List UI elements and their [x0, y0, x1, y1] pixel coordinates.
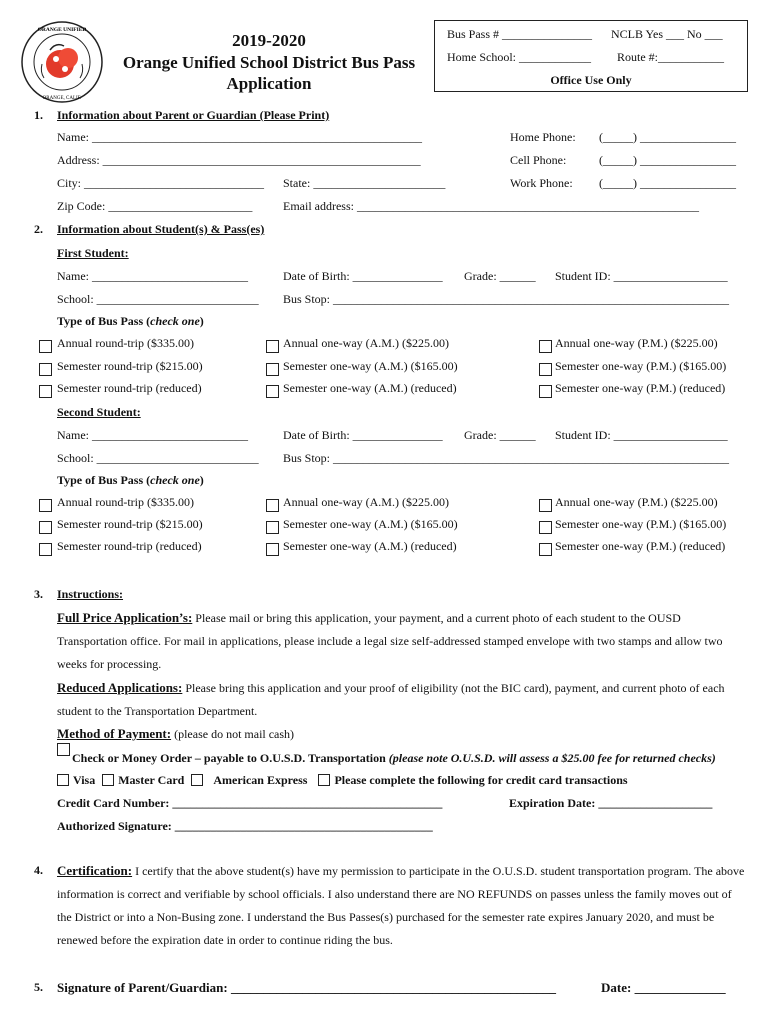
option-label: Semester round-trip ($215.00) [57, 359, 203, 373]
second-student-pass-type-label: Type of Bus Pass (check one) [57, 473, 204, 487]
home-phone-label: Home Phone: [510, 130, 576, 144]
office-home-school-field[interactable]: Home School: ____________ [447, 50, 591, 64]
parent-name-field[interactable]: Name: _______________________________________________________ [57, 130, 422, 144]
second-student-grade-field[interactable]: Grade: ______ [464, 428, 536, 442]
check-money-order-label: Check or Money Order – payable to O.U.S.D. Transportation (please note O.U.S.D. will assess a $25.00 fee for returned checks) [72, 751, 716, 765]
option-label: Semester round-trip (reduced) [57, 381, 202, 395]
email-field[interactable]: Email address: _________________________________________________________ [283, 199, 699, 213]
visa-checkbox[interactable] [57, 774, 69, 786]
credit-card-number-field[interactable]: Credit Card Number: _____________________________________________ [57, 796, 443, 810]
second-student-dob-field[interactable]: Date of Birth: _______________ [283, 428, 443, 442]
svg-text:ORANGE, CALIF.: ORANGE, CALIF. [42, 96, 82, 101]
home-phone-field[interactable]: (_____) ________________ [599, 130, 736, 144]
city-field[interactable]: City: ______________________________ [57, 176, 265, 190]
zip-code-field[interactable]: Zip Code: ________________________ [57, 199, 253, 213]
option-label: Annual one-way (P.M.) ($225.00) [555, 336, 718, 350]
second-semester-am-reduced-checkbox[interactable] [266, 543, 279, 556]
second-student-school-field[interactable]: School: ___________________________ [57, 451, 259, 465]
option-label: Semester one-way (A.M.) (reduced) [283, 539, 457, 553]
visa-label: Visa [73, 773, 96, 787]
second-semester-roundtrip-checkbox[interactable] [39, 521, 52, 534]
second-student-name-field[interactable]: Name: __________________________ [57, 428, 248, 442]
state-field[interactable]: State: ______________________ [283, 176, 446, 190]
first-annual-pm-checkbox[interactable] [539, 340, 552, 353]
section1-heading: Information about Parent or Guardian (Please Print) [57, 108, 330, 122]
first-semester-pm-checkbox[interactable] [539, 363, 552, 376]
second-student-bus-stop-field[interactable]: Bus Stop: __________________________________________________________________ [283, 451, 730, 465]
first-semester-roundtrip-reduced-checkbox[interactable] [39, 385, 52, 398]
option-label: Annual one-way (P.M.) ($225.00) [555, 495, 718, 509]
card-type-row [57, 773, 628, 788]
parent-signature-field[interactable]: Signature of Parent/Guardian: __________________________________________________ [57, 980, 556, 995]
option-label: Semester one-way (A.M.) ($165.00) [283, 359, 458, 373]
first-student-school-field[interactable]: School: ___________________________ [57, 292, 259, 306]
form-year: 2019-2020 [232, 31, 306, 50]
first-annual-roundtrip-checkbox[interactable] [39, 340, 52, 353]
option-label: Semester one-way (P.M.) (reduced) [555, 381, 726, 395]
svg-text:ORANGE UNIFIED: ORANGE UNIFIED [37, 27, 87, 33]
office-use-box [434, 20, 748, 92]
office-route-field[interactable]: Route #:___________ [617, 50, 724, 64]
first-semester-pm-reduced-checkbox[interactable] [539, 385, 552, 398]
work-phone-field[interactable]: (_____) ________________ [599, 176, 736, 190]
form-title-line1: Orange Unified School District Bus Pass [122, 53, 416, 72]
office-nclb-field[interactable]: NCLB Yes ___ No ___ [611, 27, 723, 41]
expiration-date-field[interactable]: Expiration Date: ___________________ [509, 796, 713, 810]
payment-method-heading: Method of Payment: (please do not mail cash) [57, 726, 295, 741]
authorized-signature-field[interactable]: Authorized Signature: ___________________________________________ [57, 819, 433, 833]
second-semester-am-checkbox[interactable] [266, 521, 279, 534]
credit-card-checkbox[interactable] [318, 774, 330, 786]
second-semester-pm-reduced-checkbox[interactable] [539, 543, 552, 556]
first-student-dob-field[interactable]: Date of Birth: _______________ [283, 269, 443, 283]
first-student-grade-field[interactable]: Grade: ______ [464, 269, 536, 283]
section3-heading: Instructions: [57, 587, 124, 601]
second-annual-roundtrip-checkbox[interactable] [39, 499, 52, 512]
amex-label: American Express [213, 773, 308, 787]
second-semester-roundtrip-reduced-checkbox[interactable] [39, 543, 52, 556]
section4-number: 4. [34, 863, 43, 877]
section3-number: 3. [34, 587, 43, 601]
second-annual-pm-checkbox[interactable] [539, 499, 552, 512]
signature-date-field[interactable]: Date: ______________ [601, 980, 726, 995]
option-label: Annual one-way (A.M.) ($225.00) [283, 495, 449, 509]
cell-phone-field[interactable]: (_____) ________________ [599, 153, 736, 167]
first-annual-am-checkbox[interactable] [266, 340, 279, 353]
option-label: Semester one-way (P.M.) ($165.00) [555, 517, 727, 531]
first-student-heading: First Student: [57, 246, 129, 260]
credit-card-instructions: Please complete the following for credit card transactions [334, 773, 628, 787]
work-phone-label: Work Phone: [510, 176, 573, 190]
first-student-id-field[interactable]: Student ID: ___________________ [555, 269, 728, 283]
mastercard-label: Master Card [118, 773, 185, 787]
office-use-label: Office Use Only [550, 73, 632, 87]
certification-text: Certification: I certify that the above student(s) have my permission to participate in the O.U.S.D. student transportation program. The above information is correct and verifiable by school officials. I also understand there are NO REFUNDS on passes unless the family moves out of the District or into a Non-Busing zone. I understand the Bus Passes(s) purchased for the semester rate expires January 2020, and must be renewed before the expiration date in order to continue riding the bus. [57, 863, 745, 947]
first-semester-am-checkbox[interactable] [266, 363, 279, 376]
amex-checkbox[interactable] [191, 774, 203, 786]
first-student-name-field[interactable]: Name: __________________________ [57, 269, 248, 283]
section5-number: 5. [34, 980, 43, 994]
option-label: Semester one-way (P.M.) ($165.00) [555, 359, 727, 373]
check-money-order-checkbox[interactable] [57, 743, 70, 756]
option-label: Semester one-way (A.M.) (reduced) [283, 381, 457, 395]
option-label: Semester round-trip (reduced) [57, 539, 202, 553]
reduced-instructions: Reduced Applications: Please bring this application and your proof of eligibility (not the BIC card), payment, and current photo of each student to the Transportation Department. [57, 680, 725, 718]
second-student-id-field[interactable]: Student ID: ___________________ [555, 428, 728, 442]
second-annual-am-checkbox[interactable] [266, 499, 279, 512]
second-semester-pm-checkbox[interactable] [539, 521, 552, 534]
first-semester-roundtrip-checkbox[interactable] [39, 363, 52, 376]
second-student-heading: Second Student: [57, 405, 141, 419]
first-semester-am-reduced-checkbox[interactable] [266, 385, 279, 398]
mastercard-checkbox[interactable] [102, 774, 114, 786]
option-label: Semester one-way (A.M.) ($165.00) [283, 517, 458, 531]
option-label: Annual one-way (A.M.) ($225.00) [283, 336, 449, 350]
cell-phone-label: Cell Phone: [510, 153, 567, 167]
first-student-pass-type-label: Type of Bus Pass (check one) [57, 314, 204, 328]
full-price-instructions: Full Price Application’s: Please mail or bring this application, your payment, and a current photo of each student to the OUSD Transportation office. For mail in applications, please include a legal size self-addressed stamped envelope with two stamps and allow two weeks for processing. [57, 610, 723, 671]
option-label: Annual round-trip ($335.00) [57, 495, 194, 509]
section2-heading: Information about Student(s) & Pass(es) [57, 222, 265, 236]
option-label: Semester round-trip ($215.00) [57, 517, 203, 531]
district-seal-logo [20, 20, 104, 104]
first-student-bus-stop-field[interactable]: Bus Stop: __________________________________________________________________ [283, 292, 730, 306]
form-title-line2: Application [226, 74, 312, 93]
office-bus-pass-field[interactable]: Bus Pass # _______________ [447, 27, 593, 41]
option-label: Annual round-trip ($335.00) [57, 336, 194, 350]
section2-number: 2. [34, 222, 43, 236]
option-label: Semester one-way (P.M.) (reduced) [555, 539, 726, 553]
address-field[interactable]: Address: _____________________________________________________ [57, 153, 421, 167]
section1-number: 1. [34, 108, 43, 122]
